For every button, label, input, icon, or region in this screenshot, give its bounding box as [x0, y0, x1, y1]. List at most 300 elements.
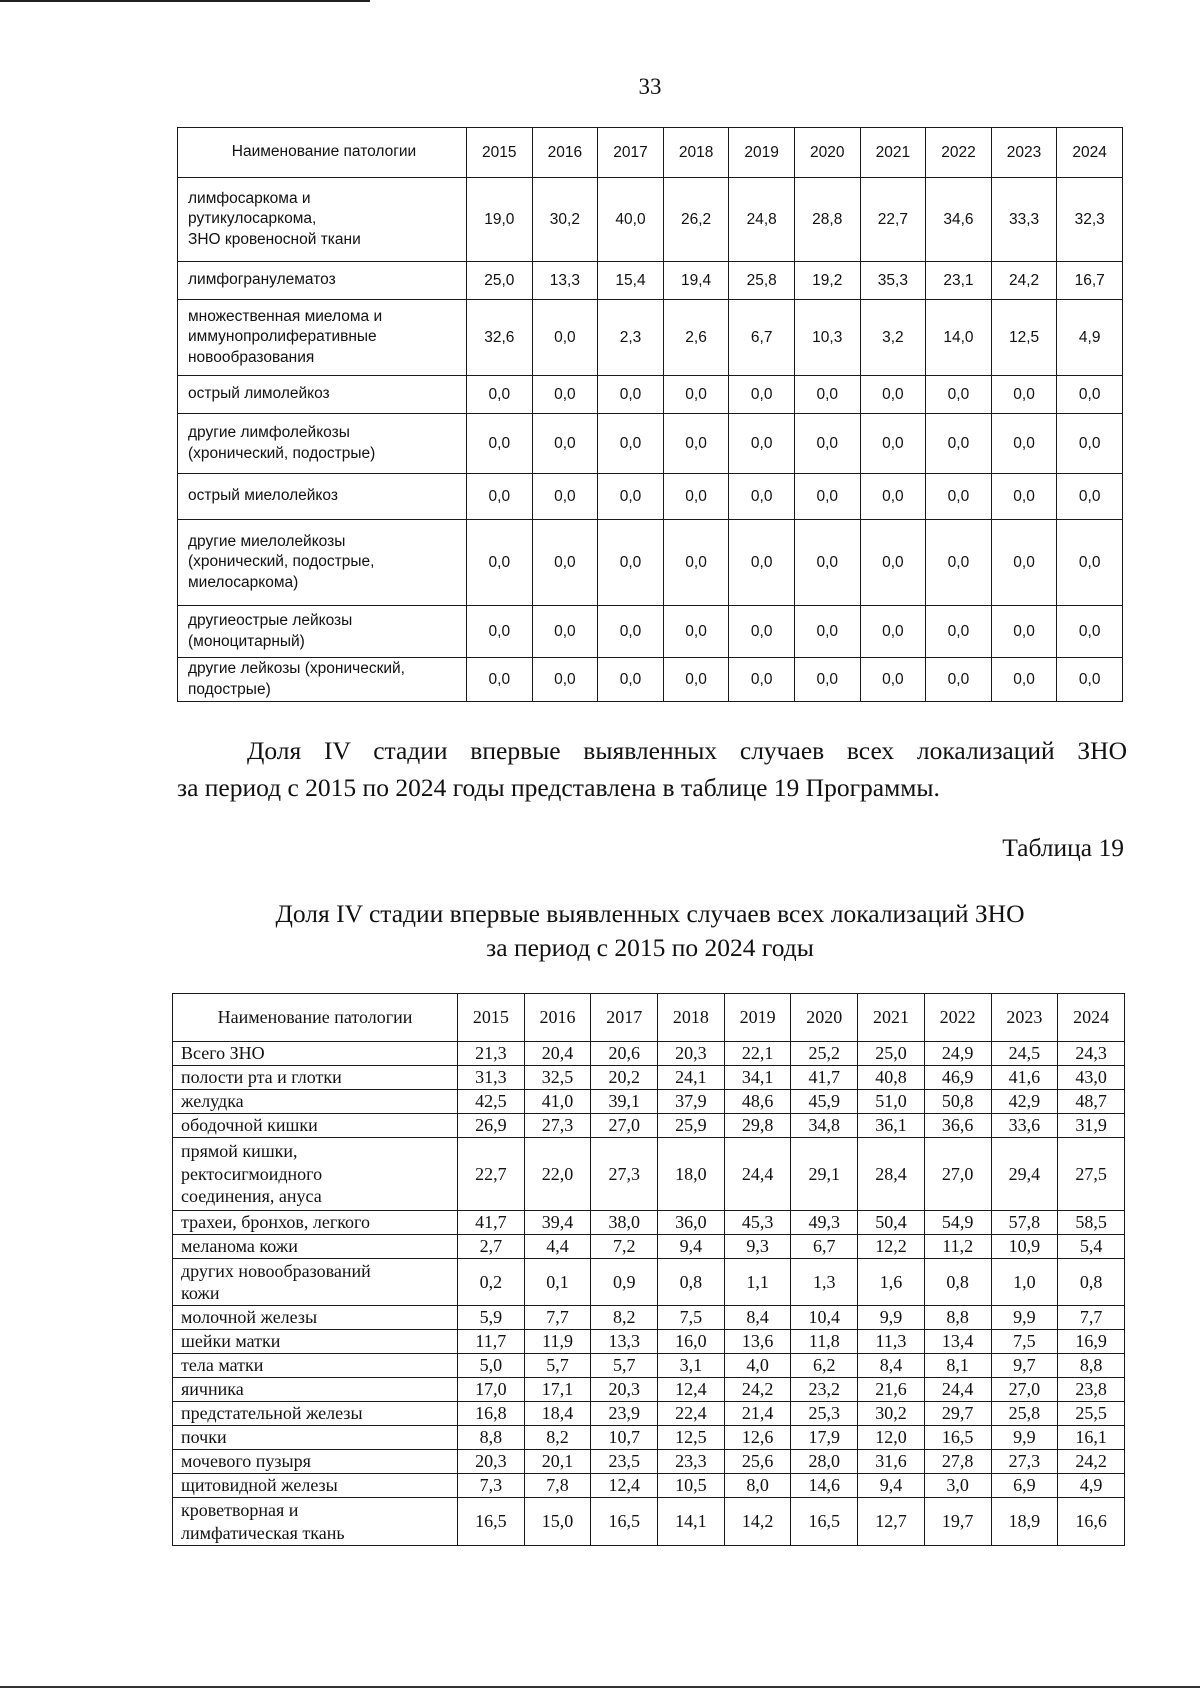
value-cell: 22,4 [658, 1402, 725, 1426]
pathology-name-line: кожи [181, 1283, 220, 1303]
value-cell: 39,1 [591, 1090, 658, 1114]
value-cell: 36,6 [924, 1114, 991, 1138]
pathology-name-cell [178, 300, 467, 376]
value-cell: 40,0 [598, 178, 664, 262]
value-cell: 20,6 [591, 1042, 658, 1066]
header-year: 2015 [458, 994, 525, 1042]
value-cell: 13,6 [724, 1330, 791, 1354]
value-cell: 0,0 [926, 658, 992, 702]
value-cell: 0,0 [860, 606, 926, 658]
value-cell: 16,6 [1058, 1498, 1125, 1546]
pathology-name-line: лимфогранулематоз [188, 271, 336, 289]
value-cell: 31,3 [458, 1066, 525, 1090]
pathology-name-cell [173, 1474, 458, 1498]
value-cell: 7,5 [658, 1306, 725, 1330]
value-cell: 0,0 [794, 414, 860, 474]
pathology-name-line: других новообразований [181, 1260, 371, 1281]
value-cell: 5,0 [458, 1354, 525, 1378]
value-cell: 16,8 [458, 1402, 525, 1426]
value-cell: 0,0 [598, 376, 664, 414]
value-cell: 20,1 [524, 1450, 591, 1474]
value-cell: 41,6 [991, 1066, 1058, 1090]
value-cell: 0,0 [991, 520, 1057, 606]
value-cell: 25,3 [791, 1402, 858, 1426]
value-cell: 29,4 [991, 1138, 1058, 1211]
value-cell: 45,9 [791, 1090, 858, 1114]
value-cell: 12,5 [658, 1426, 725, 1450]
value-cell: 7,7 [524, 1306, 591, 1330]
value-cell: 3,2 [860, 300, 926, 376]
pathology-name-line: лимфатическая ткань [181, 1522, 345, 1543]
value-cell: 0,9 [591, 1259, 658, 1306]
value-cell: 0,2 [458, 1259, 525, 1306]
pathology-name-cell [173, 1402, 458, 1426]
top-rule [0, 0, 370, 2]
value-cell: 16,5 [591, 1498, 658, 1546]
table-row [173, 1450, 1125, 1474]
value-cell: 7,7 [1058, 1306, 1125, 1330]
pathology-name-line: меланома кожи [181, 1236, 298, 1257]
value-cell: 27,3 [991, 1450, 1058, 1474]
pathology-name-line: новообразования [188, 348, 315, 366]
value-cell: 2,3 [598, 300, 664, 376]
table-row [178, 606, 1123, 658]
pathology-name-cell [173, 1259, 458, 1306]
value-cell: 6,9 [991, 1474, 1058, 1498]
table-row [178, 178, 1123, 262]
pathology-name-line: почки [181, 1427, 227, 1448]
value-cell: 5,9 [458, 1306, 525, 1330]
pathology-name-cell [173, 1378, 458, 1402]
value-cell: 7,2 [591, 1235, 658, 1259]
value-cell: 0,0 [926, 474, 992, 520]
value-cell: 41,0 [524, 1090, 591, 1114]
pathology-name-line: рутикулосаркома, [188, 210, 317, 228]
table-title [177, 897, 1123, 966]
table-row [173, 1114, 1125, 1138]
value-cell: 0,0 [926, 414, 992, 474]
value-cell: 48,6 [724, 1090, 791, 1114]
value-cell: 4,4 [524, 1235, 591, 1259]
value-cell: 37,9 [658, 1090, 725, 1114]
value-cell: 0,0 [532, 474, 598, 520]
value-cell: 25,0 [858, 1042, 925, 1066]
value-cell: 0,0 [663, 658, 729, 702]
value-cell: 0,8 [1058, 1259, 1125, 1306]
pathology-name-line: иммунопролиферативные [188, 328, 377, 346]
table-header-row [178, 128, 1123, 178]
value-cell: 12,6 [724, 1426, 791, 1450]
header-year: 2019 [724, 994, 791, 1042]
header-year: 2020 [794, 128, 860, 178]
value-cell: 10,5 [658, 1474, 725, 1498]
table-row [173, 1306, 1125, 1330]
value-cell: 24,2 [724, 1378, 791, 1402]
pathology-name-cell [178, 474, 467, 520]
value-cell: 0,0 [794, 520, 860, 606]
value-cell: 19,7 [924, 1498, 991, 1546]
value-cell: 0,0 [467, 376, 533, 414]
table-row [178, 262, 1123, 300]
value-cell: 10,9 [991, 1235, 1058, 1259]
value-cell: 22,7 [458, 1138, 525, 1211]
value-cell: 0,8 [658, 1259, 725, 1306]
value-cell: 0,0 [1057, 414, 1123, 474]
value-cell: 23,9 [591, 1402, 658, 1426]
value-cell: 20,3 [658, 1042, 725, 1066]
value-cell: 11,2 [924, 1235, 991, 1259]
header-year: 2016 [532, 128, 598, 178]
body-paragraph [177, 733, 1127, 807]
value-cell: 0,0 [1057, 376, 1123, 414]
value-cell: 25,0 [467, 262, 533, 300]
value-cell: 34,8 [791, 1114, 858, 1138]
value-cell: 0,0 [1057, 474, 1123, 520]
value-cell: 29,7 [924, 1402, 991, 1426]
value-cell: 11,7 [458, 1330, 525, 1354]
pathology-name-cell [173, 1306, 458, 1330]
table-row [173, 1330, 1125, 1354]
pathology-name-cell [173, 1330, 458, 1354]
value-cell: 22,1 [724, 1042, 791, 1066]
pathology-name-cell [173, 1090, 458, 1114]
page-number: 33 [638, 74, 662, 99]
value-cell: 14,2 [724, 1498, 791, 1546]
header-year: 2021 [858, 994, 925, 1042]
value-cell: 0,0 [532, 606, 598, 658]
value-cell: 8,2 [591, 1306, 658, 1330]
pathology-name-line: желудка [181, 1091, 244, 1112]
value-cell: 0,0 [1057, 520, 1123, 606]
value-cell: 0,0 [926, 606, 992, 658]
pathology-name-line: соединения, ануса [181, 1186, 322, 1207]
pathology-name-line: (моноцитарный) [188, 632, 305, 650]
value-cell: 51,0 [858, 1090, 925, 1114]
value-cell: 0,0 [926, 520, 992, 606]
value-cell: 0,0 [663, 376, 729, 414]
value-cell: 9,4 [658, 1235, 725, 1259]
value-cell: 0,0 [794, 474, 860, 520]
value-cell: 0,0 [991, 606, 1057, 658]
pathology-name-cell [178, 606, 467, 658]
value-cell: 21,3 [458, 1042, 525, 1066]
value-cell: 11,8 [791, 1330, 858, 1354]
pathology-name-cell [173, 1114, 458, 1138]
paragraph-line-1: Доля IV стадии впервые выявленных случаев всех локализаций ЗНО [247, 736, 1127, 765]
table-row [173, 1354, 1125, 1378]
value-cell: 0,0 [532, 520, 598, 606]
value-cell: 17,1 [524, 1378, 591, 1402]
header-year: 2015 [467, 128, 533, 178]
pathology-name-line: подострые) [188, 680, 271, 698]
value-cell: 28,4 [858, 1138, 925, 1211]
table-row [173, 1426, 1125, 1450]
value-cell: 26,9 [458, 1114, 525, 1138]
header-year: 2021 [860, 128, 926, 178]
value-cell: 27,3 [524, 1114, 591, 1138]
pathology-name-line: миелосаркома) [188, 573, 299, 591]
value-cell: 0,0 [663, 474, 729, 520]
value-cell: 8,1 [924, 1354, 991, 1378]
value-cell: 24,1 [658, 1066, 725, 1090]
value-cell: 27,8 [924, 1450, 991, 1474]
value-cell: 23,2 [791, 1378, 858, 1402]
value-cell: 0,0 [598, 520, 664, 606]
table-row [178, 376, 1123, 414]
value-cell: 32,5 [524, 1066, 591, 1090]
pathology-name-cell [173, 1498, 458, 1546]
pathology-name-cell [178, 658, 467, 702]
header-year: 2020 [791, 994, 858, 1042]
value-cell: 0,0 [1057, 606, 1123, 658]
value-cell: 19,4 [663, 262, 729, 300]
value-cell: 3,0 [924, 1474, 991, 1498]
value-cell: 24,2 [991, 262, 1057, 300]
value-cell: 9,4 [858, 1474, 925, 1498]
pathology-name-cell [173, 1450, 458, 1474]
value-cell: 0,0 [729, 474, 795, 520]
value-cell: 13,3 [591, 1330, 658, 1354]
value-cell: 9,9 [858, 1306, 925, 1330]
value-cell: 13,3 [532, 262, 598, 300]
value-cell: 4,0 [724, 1354, 791, 1378]
value-cell: 45,3 [724, 1211, 791, 1235]
pathology-name-line: предстательной железы [181, 1403, 363, 1424]
value-cell: 0,0 [663, 520, 729, 606]
header-year: 2023 [991, 994, 1058, 1042]
value-cell: 9,9 [991, 1426, 1058, 1450]
pathology-name-line: другие лейкозы (хронический, [188, 660, 405, 678]
value-cell: 31,9 [1058, 1114, 1125, 1138]
value-cell: 32,3 [1057, 178, 1123, 262]
value-cell: 2,7 [458, 1235, 525, 1259]
pathology-name-cell [173, 1235, 458, 1259]
value-cell: 12,2 [858, 1235, 925, 1259]
table-row [173, 1235, 1125, 1259]
value-cell: 8,4 [724, 1306, 791, 1330]
value-cell: 29,8 [724, 1114, 791, 1138]
value-cell: 27,3 [591, 1138, 658, 1211]
table-row [178, 414, 1123, 474]
pathology-name-line: лимфосаркома и [188, 190, 311, 208]
value-cell: 41,7 [458, 1211, 525, 1235]
value-cell: 28,0 [791, 1450, 858, 1474]
value-cell: 13,4 [924, 1330, 991, 1354]
table-header-row [173, 994, 1125, 1042]
value-cell: 3,1 [658, 1354, 725, 1378]
value-cell: 50,4 [858, 1211, 925, 1235]
value-cell: 36,0 [658, 1211, 725, 1235]
pathology-name-cell [178, 414, 467, 474]
pathology-name-line: шейки матки [181, 1331, 281, 1352]
value-cell: 2,6 [663, 300, 729, 376]
value-cell: 11,9 [524, 1330, 591, 1354]
header-year: 2022 [924, 994, 991, 1042]
pathology-name-cell [178, 178, 467, 262]
value-cell: 27,0 [991, 1378, 1058, 1402]
table-row [173, 1138, 1125, 1211]
value-cell: 40,8 [858, 1066, 925, 1090]
value-cell: 24,5 [991, 1042, 1058, 1066]
header-year: 2017 [598, 128, 664, 178]
value-cell: 6,7 [791, 1235, 858, 1259]
value-cell: 24,9 [924, 1042, 991, 1066]
value-cell: 0,0 [860, 658, 926, 702]
table-title-line-1: Доля IV стадии впервые выявленных случаев всех локализаций ЗНО [275, 899, 1025, 928]
value-cell: 43,0 [1058, 1066, 1125, 1090]
pathology-name-line: другие лимфолейкозы [188, 424, 350, 442]
value-cell: 26,2 [663, 178, 729, 262]
value-cell: 1,0 [991, 1259, 1058, 1306]
value-cell: 0,0 [860, 376, 926, 414]
value-cell: 0,0 [729, 520, 795, 606]
value-cell: 22,0 [524, 1138, 591, 1211]
value-cell: 34,1 [724, 1066, 791, 1090]
value-cell: 7,3 [458, 1474, 525, 1498]
value-cell: 10,7 [591, 1426, 658, 1450]
value-cell: 32,6 [467, 300, 533, 376]
table-row [173, 1402, 1125, 1426]
value-cell: 0,0 [467, 606, 533, 658]
table-title-line-2: за период с 2015 по 2024 годы [486, 933, 814, 963]
header-year: 2018 [658, 994, 725, 1042]
table-row [173, 1211, 1125, 1235]
value-cell: 0,0 [926, 376, 992, 414]
value-cell: 24,4 [924, 1378, 991, 1402]
value-cell: 5,7 [591, 1354, 658, 1378]
value-cell: 0,0 [991, 414, 1057, 474]
value-cell: 0,0 [598, 414, 664, 474]
pathology-name-line: тела матки [181, 1355, 264, 1376]
value-cell: 41,7 [791, 1066, 858, 1090]
pathology-name-cell [173, 1354, 458, 1378]
pathology-name-line: ректосигмоидного [181, 1163, 323, 1184]
pathology-name-cell [178, 520, 467, 606]
value-cell: 58,5 [1058, 1211, 1125, 1235]
pathology-name-line: (хронический, подострые) [188, 444, 376, 462]
value-cell: 17,0 [458, 1378, 525, 1402]
value-cell: 12,5 [991, 300, 1057, 376]
value-cell: 12,0 [858, 1426, 925, 1450]
pathology-name-line: острый миелолейкоз [188, 487, 338, 505]
value-cell: 16,5 [924, 1426, 991, 1450]
header-year: 2023 [991, 128, 1057, 178]
value-cell: 20,4 [524, 1042, 591, 1066]
value-cell: 25,8 [729, 262, 795, 300]
value-cell: 33,6 [991, 1114, 1058, 1138]
value-cell: 4,9 [1058, 1474, 1125, 1498]
value-cell: 27,0 [591, 1114, 658, 1138]
pathology-name-line: другиеострые лейкозы [188, 612, 353, 630]
table-caption: Таблица 19 [1002, 833, 1124, 862]
value-cell: 0,0 [532, 376, 598, 414]
value-cell: 4,9 [1057, 300, 1123, 376]
header-year: 2019 [729, 128, 795, 178]
value-cell: 0,0 [1057, 658, 1123, 702]
value-cell: 15,0 [524, 1498, 591, 1546]
value-cell: 5,7 [524, 1354, 591, 1378]
value-cell: 0,0 [663, 606, 729, 658]
value-cell: 24,3 [1058, 1042, 1125, 1066]
value-cell: 27,5 [1058, 1138, 1125, 1211]
value-cell: 11,3 [858, 1330, 925, 1354]
value-cell: 0,0 [467, 658, 533, 702]
header-year: 2024 [1058, 994, 1125, 1042]
pathology-name-cell [173, 1042, 458, 1066]
value-cell: 0,0 [991, 474, 1057, 520]
table-pathology-1 [177, 127, 1123, 702]
value-cell: 50,8 [924, 1090, 991, 1114]
value-cell: 21,4 [724, 1402, 791, 1426]
value-cell: 7,5 [991, 1330, 1058, 1354]
value-cell: 8,4 [858, 1354, 925, 1378]
table-row [173, 1066, 1125, 1090]
pathology-name-line: ободочной кишки [181, 1115, 318, 1136]
pathology-name-cell [173, 1211, 458, 1235]
value-cell: 0,0 [467, 414, 533, 474]
pathology-name-line: Всего ЗНО [181, 1043, 265, 1064]
value-cell: 6,7 [729, 300, 795, 376]
value-cell: 15,4 [598, 262, 664, 300]
value-cell: 18,0 [658, 1138, 725, 1211]
value-cell: 27,0 [924, 1138, 991, 1211]
bottom-rule [0, 1686, 1200, 1688]
pathology-name-line: трахеи, бронхов, легкого [181, 1212, 370, 1233]
value-cell: 12,4 [658, 1378, 725, 1402]
table-row [178, 658, 1123, 702]
value-cell: 0,0 [860, 520, 926, 606]
pathology-name-cell [178, 376, 467, 414]
value-cell: 23,1 [926, 262, 992, 300]
value-cell: 12,4 [591, 1474, 658, 1498]
value-cell: 6,2 [791, 1354, 858, 1378]
value-cell: 9,7 [991, 1354, 1058, 1378]
value-cell: 9,9 [991, 1306, 1058, 1330]
paragraph-line-2: за период с 2015 по 2024 годы представлена в таблице 19 Программы. [177, 772, 940, 802]
value-cell: 0,0 [794, 658, 860, 702]
header-year: 2024 [1057, 128, 1123, 178]
value-cell: 16,5 [791, 1498, 858, 1546]
pathology-name-line: молочной железы [181, 1307, 318, 1328]
value-cell: 0,0 [467, 520, 533, 606]
value-cell: 0,0 [991, 658, 1057, 702]
pathology-name-line: острый лимолейкоз [188, 385, 330, 403]
value-cell: 42,5 [458, 1090, 525, 1114]
value-cell: 20,2 [591, 1066, 658, 1090]
value-cell: 25,6 [724, 1450, 791, 1474]
value-cell: 23,3 [658, 1450, 725, 1474]
pathology-name-line: ЗНО кровеносной ткани [188, 230, 361, 248]
table-row [178, 474, 1123, 520]
value-cell: 24,4 [724, 1138, 791, 1211]
value-cell: 0,0 [663, 414, 729, 474]
value-cell: 48,7 [1058, 1090, 1125, 1114]
value-cell: 0,0 [729, 606, 795, 658]
value-cell: 18,9 [991, 1498, 1058, 1546]
value-cell: 0,8 [924, 1259, 991, 1306]
pathology-name-cell [178, 262, 467, 300]
value-cell: 29,1 [791, 1138, 858, 1211]
value-cell: 0,0 [991, 376, 1057, 414]
value-cell: 42,9 [991, 1090, 1058, 1114]
pathology-name-line: кроветворная и [181, 1500, 299, 1520]
value-cell: 19,2 [794, 262, 860, 300]
value-cell: 10,3 [794, 300, 860, 376]
value-cell: 0,0 [532, 300, 598, 376]
header-pathology-name: Наименование патологии [178, 128, 467, 178]
table-row [173, 1378, 1125, 1402]
value-cell: 17,9 [791, 1426, 858, 1450]
